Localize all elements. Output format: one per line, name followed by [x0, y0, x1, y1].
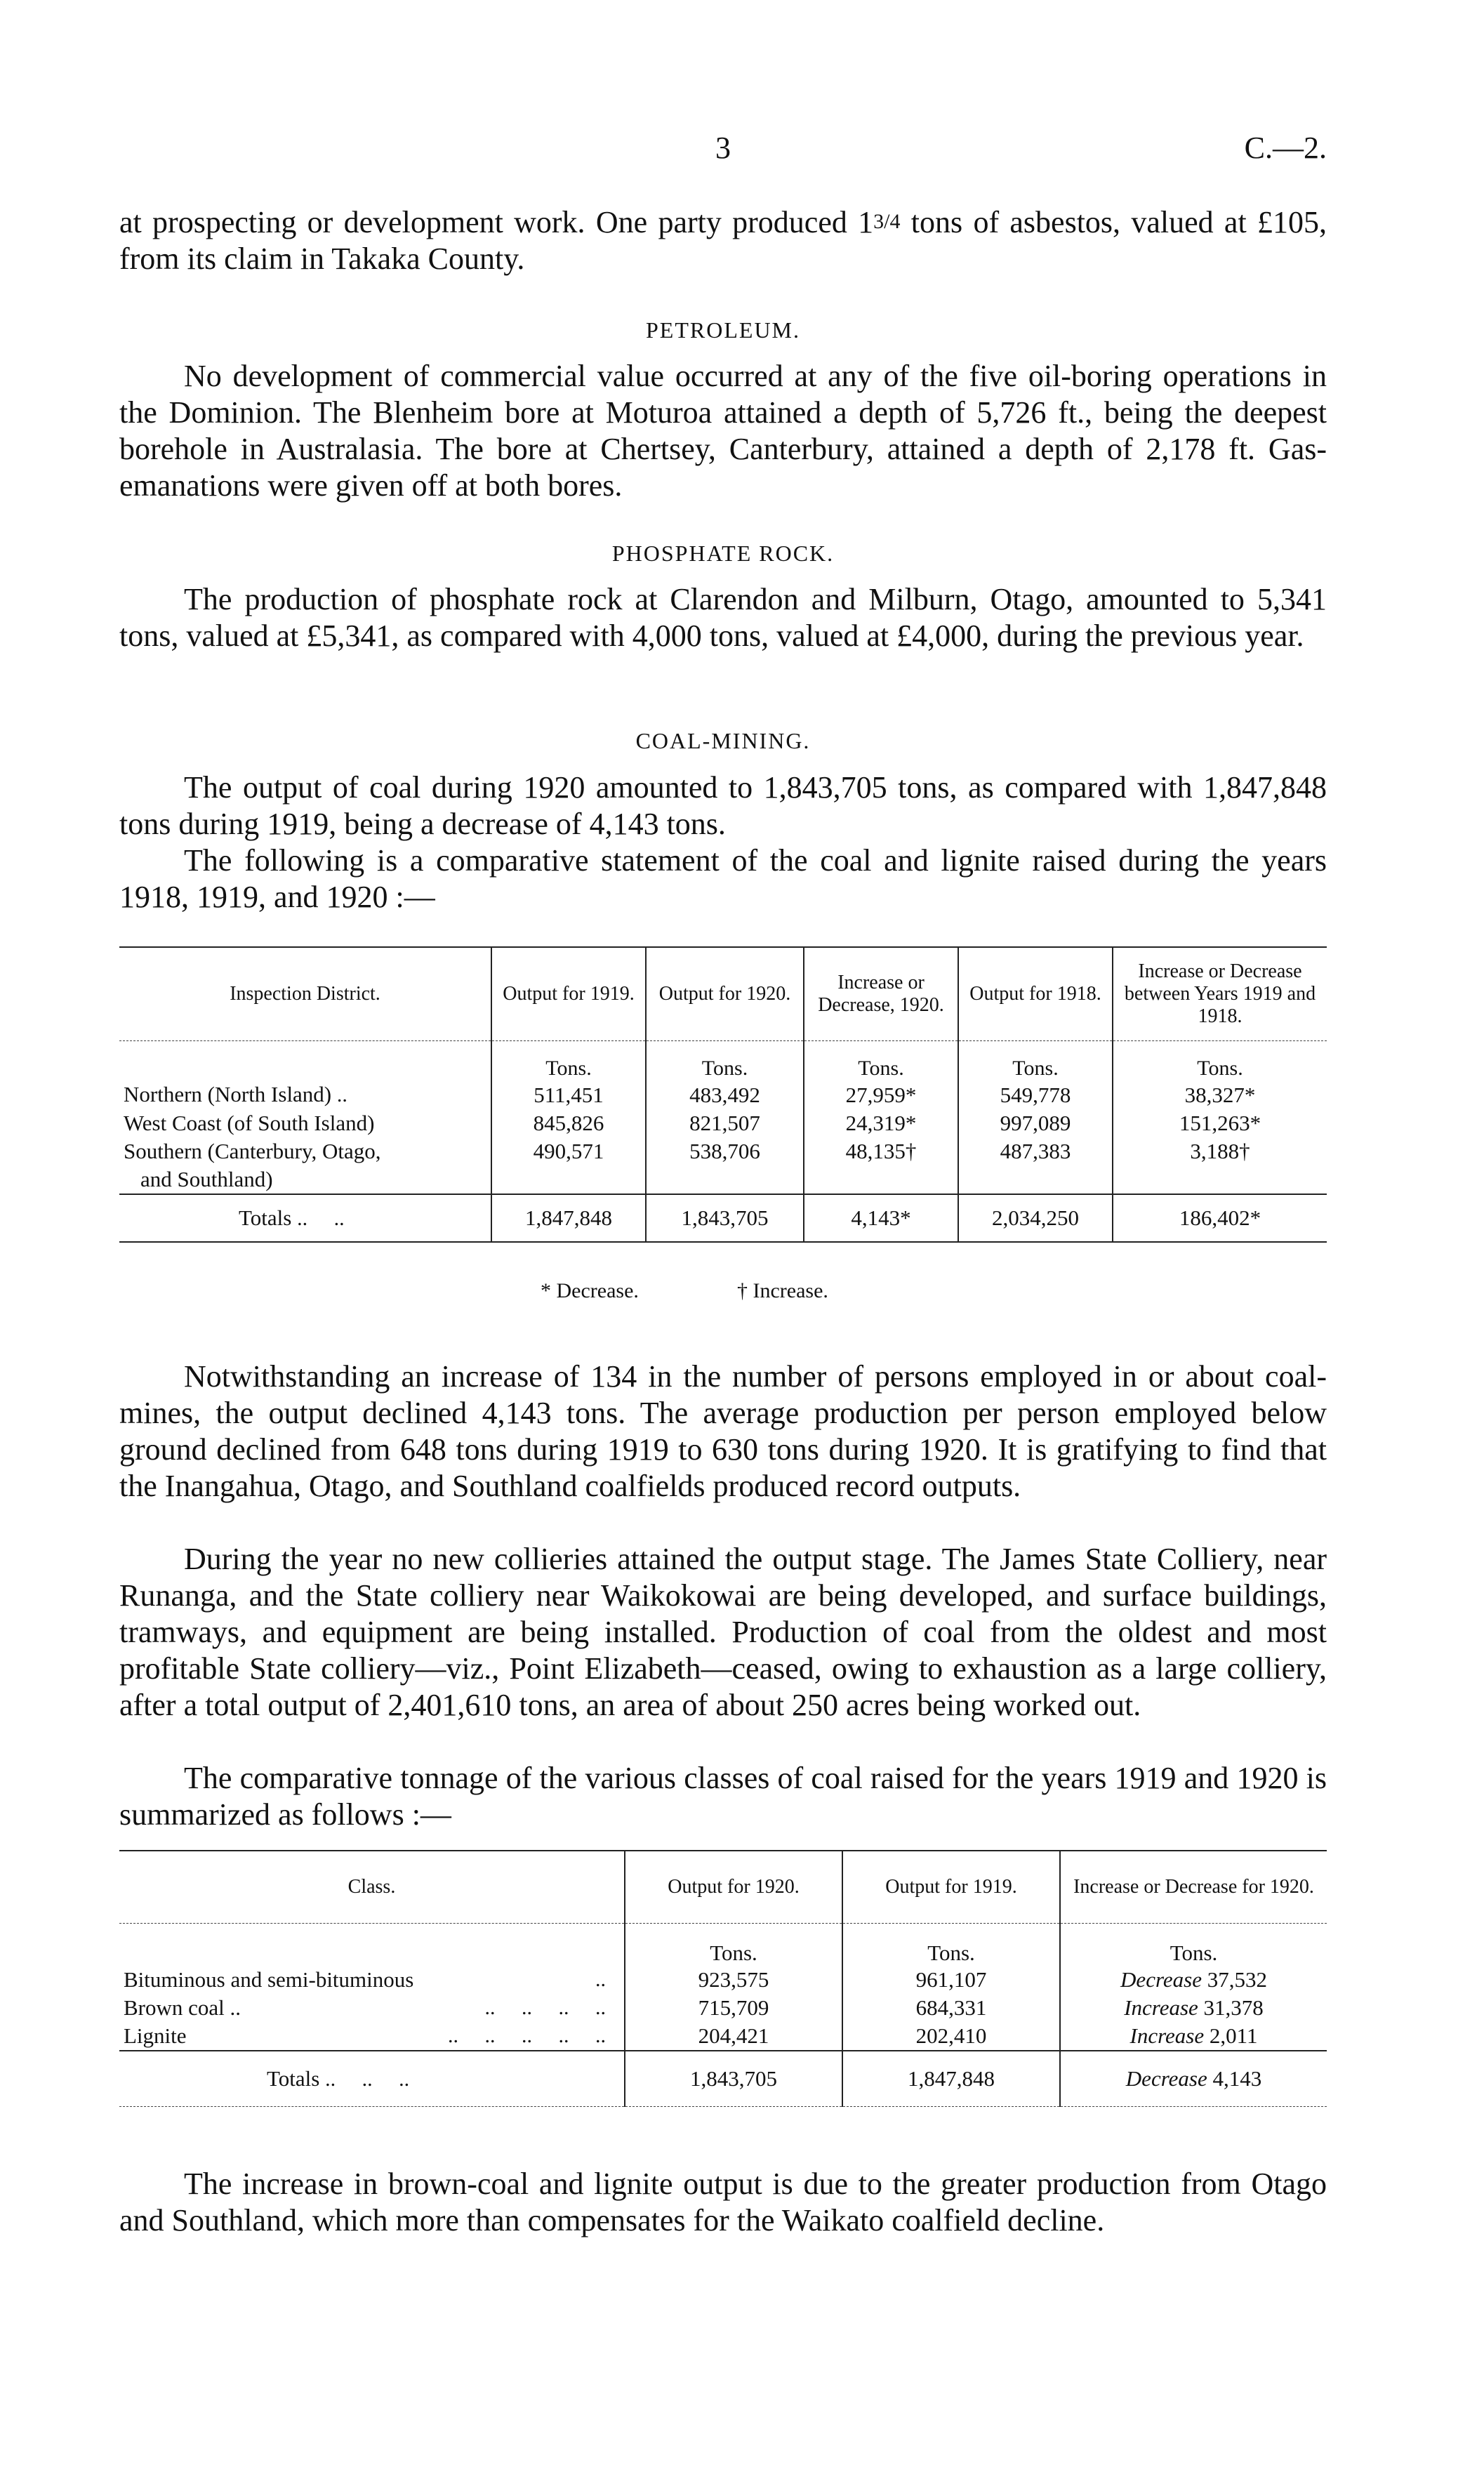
district-name: West Coast (of South Island) [124, 1111, 375, 1135]
unit-label: Tons. [646, 1041, 804, 1081]
unit-label: Tons. [842, 1924, 1060, 1966]
header-inspection-district: Inspection District. [119, 947, 491, 1041]
class-label: Bituminous and semi-bituminous [124, 1967, 414, 1992]
heading-petroleum: PETROLEUM. [646, 317, 800, 343]
change-value: 2,011 [1209, 2023, 1258, 2048]
output-1918-cell: 549,778 [958, 1080, 1113, 1109]
units-row [119, 1924, 1327, 1966]
total-output-1920: 1,843,705 [625, 2051, 842, 2107]
coal-class-table [119, 1850, 1327, 2107]
header-output-1918: Output for 1918. [958, 947, 1113, 1041]
total-change-1920: 4,143* [804, 1194, 958, 1242]
fraction-three-quarters: 3/4 [873, 210, 901, 233]
change-years-cell: 3,188† [1113, 1137, 1327, 1165]
change-value: 4,143 [1212, 2066, 1262, 2091]
header-output-1919: Output for 1919. [491, 947, 646, 1041]
coal-class-name [119, 2022, 625, 2051]
document-page [119, 0, 1327, 2479]
table-row [119, 1966, 1327, 1994]
comparative-statement-paragraph: The following is a comparative statement of the coal and lignite raised during the years 1918, 1919, and 1920 :— [119, 843, 1327, 914]
intro-text-start: at prospecting or development work. One party produced 1 [119, 205, 874, 239]
unit-label: Tons. [958, 1041, 1113, 1081]
header-output-1919: Output for 1919. [842, 1851, 1060, 1924]
coal-class-name [119, 1966, 625, 1994]
persons-employed-paragraph: Notwithstanding an increase of 134 in the number of persons employed in or about coal-mines, the output declined 4,143 tons. The average production per person employed below ground declined from 648 tons during 1919 to 630 tons during 1920. It is gratifying to find that the Inangahua, Otago, and Southland coalfields produced record outputs. [119, 1359, 1327, 1503]
footnote-increase: † Increase. [737, 1279, 828, 1302]
totals-label [119, 2051, 625, 2107]
class-label: Brown coal .. [124, 1995, 241, 2020]
total-output-1918: 2,034,250 [958, 1194, 1113, 1242]
heading-phosphate-rock: PHOSPHATE ROCK. [611, 541, 835, 566]
table-row [119, 1109, 1327, 1137]
collieries-paragraph: During the year no new collieries attained the output stage. The James State Colliery, near Runanga, and the State colliery near Waikokowai are being developed, and surface buildings, tramways, and equipment are being installed. Production of coal from the oldest and most profitable State colliery—viz., Point Elizabeth—ceased, owing to exhaustion as a large colliery, after a total output of 2,401,610 tons, an area of about 250 acres being worked out. [119, 1542, 1327, 1722]
unit-label: Tons. [625, 1924, 842, 1966]
units-blank [119, 1041, 491, 1081]
header-output-1920: Output for 1920. [646, 947, 804, 1041]
output-1919-cell: 202,410 [842, 2022, 1060, 2051]
dot-leader: .. .. .. .. .. [448, 2024, 606, 2047]
totals-row [119, 2051, 1327, 2107]
change-cell [1060, 2022, 1327, 2051]
dot-leader: .. .. [297, 1207, 345, 1230]
output-1920-cell: 483,492 [646, 1080, 804, 1109]
output-1920-cell: 923,575 [625, 1966, 842, 1994]
dot-leader: .. [336, 1083, 347, 1106]
output-1919-cell: 845,826 [491, 1109, 646, 1137]
totals-row [119, 1194, 1327, 1242]
change-direction: Increase [1124, 1995, 1198, 2020]
change-1920-cell: 27,959* [804, 1080, 958, 1109]
closing-paragraph: The increase in brown-coal and lignite output is due to the greater production from Otago and Southland, which more than compensates for the Waikato coalfield decline. [119, 2167, 1327, 2237]
dot-leader: .. .. .. .. [484, 1996, 606, 2019]
header-increase-decrease: Increase or Decrease for 1920. [1060, 1851, 1327, 1924]
heading-coal-mining: COAL-MINING. [635, 728, 811, 753]
coal-district-table [119, 946, 1327, 1243]
output-1918-cell: 997,089 [958, 1109, 1113, 1137]
total-change [1060, 2051, 1327, 2107]
change-direction: Decrease [1125, 2066, 1207, 2091]
unit-label: Tons. [1060, 1924, 1327, 1966]
table-header-row [119, 947, 1327, 1041]
totals-text: Totals [239, 1205, 292, 1230]
dot-leader: .. .. .. [325, 2068, 410, 2091]
intro-text-end: tons of asbestos, valued at £105, from its claim in Takaka County. [119, 205, 1327, 276]
totals-label [119, 1194, 491, 1242]
intro-paragraph [119, 204, 1327, 277]
change-direction: Increase [1129, 2023, 1205, 2048]
output-1919-cell: 684,331 [842, 1994, 1060, 2022]
header-class: Class. [119, 1851, 625, 1924]
table-row [119, 1137, 1327, 1165]
total-output-1920: 1,843,705 [646, 1194, 804, 1242]
change-cell [1060, 1994, 1327, 2022]
unit-label: Tons. [1113, 1041, 1327, 1081]
header-increase-decrease-years: Increase or Decrease between Years 1919 and 1918. [1113, 947, 1327, 1041]
change-value: 31,378 [1203, 1995, 1264, 2020]
table-row [119, 2022, 1327, 2051]
output-1920-cell: 821,507 [646, 1109, 804, 1137]
document-reference: C.—2. [1244, 131, 1327, 165]
header-increase-decrease-1920: Increase or Decrease, 1920. [804, 947, 958, 1041]
table-row-continuation [119, 1165, 1327, 1194]
coal-output-paragraph: The output of coal during 1920 amounted to 1,843,705 tons, as compared with 1,847,848 tons during 1919, being a decrease of 4,143 tons. [119, 770, 1327, 841]
output-1919-cell: 961,107 [842, 1966, 1060, 1994]
page-number: 3 [715, 131, 731, 165]
units-row [119, 1041, 1327, 1081]
dot-leader: .. [595, 1968, 606, 1991]
change-cell [1060, 1966, 1327, 1994]
coal-classes-intro-paragraph: The comparative tonnage of the various classes of coal raised for the years 1919 and 1920 is summarized as follows :— [119, 1761, 1327, 1832]
output-1920-cell: 715,709 [625, 1994, 842, 2022]
coal-class-name [119, 1994, 625, 2022]
header-output-1920: Output for 1920. [625, 1851, 842, 1924]
total-change-years: 186,402* [1113, 1194, 1327, 1242]
output-1919-cell: 511,451 [491, 1080, 646, 1109]
district-name-continuation: and Southland) [140, 1167, 273, 1191]
table-row [119, 1080, 1327, 1109]
change-1920-cell: 24,319* [804, 1109, 958, 1137]
table-row [119, 1994, 1327, 2022]
totals-text: Totals [267, 2066, 320, 2091]
district-name: Southern (Canterbury, Otago, [124, 1139, 381, 1163]
output-1920-cell: 538,706 [646, 1137, 804, 1165]
change-1920-cell: 48,135† [804, 1137, 958, 1165]
unit-label: Tons. [804, 1041, 958, 1081]
total-output-1919: 1,847,848 [491, 1194, 646, 1242]
footnote-decrease: * Decrease. [541, 1279, 639, 1302]
phosphate-paragraph: The production of phosphate rock at Clarendon and Milburn, Otago, amounted to 5,341 tons, valued at £5,341, as compared with 4,000 tons, valued at £4,000, during the previous year. [119, 582, 1327, 653]
total-output-1919: 1,847,848 [842, 2051, 1060, 2107]
district-label: Northern (North Island) [124, 1082, 332, 1106]
change-years-cell: 151,263* [1113, 1109, 1327, 1137]
change-direction: Decrease [1120, 1967, 1202, 1992]
unit-label: Tons. [491, 1041, 646, 1081]
change-value: 37,532 [1207, 1967, 1267, 1992]
petroleum-paragraph: No development of commercial value occurred at any of the five oil-boring operations in the Dominion. The Blenheim bore at Moturoa attained a depth of 5,726 ft., being the deepest borehole in Australasia. The bore at Chertsey, Canterbury, attained a depth of 2,178 ft. Gas-emanations were given off at both bores. [119, 359, 1327, 503]
table-header-row [119, 1851, 1327, 1924]
page-header [119, 130, 1327, 172]
units-blank [119, 1924, 625, 1966]
output-1918-cell: 487,383 [958, 1137, 1113, 1165]
change-years-cell: 38,327* [1113, 1080, 1327, 1109]
class-label: Lignite [124, 2023, 187, 2048]
output-1920-cell: 204,421 [625, 2022, 842, 2051]
district-name [119, 1080, 491, 1109]
output-1919-cell: 490,571 [491, 1137, 646, 1165]
